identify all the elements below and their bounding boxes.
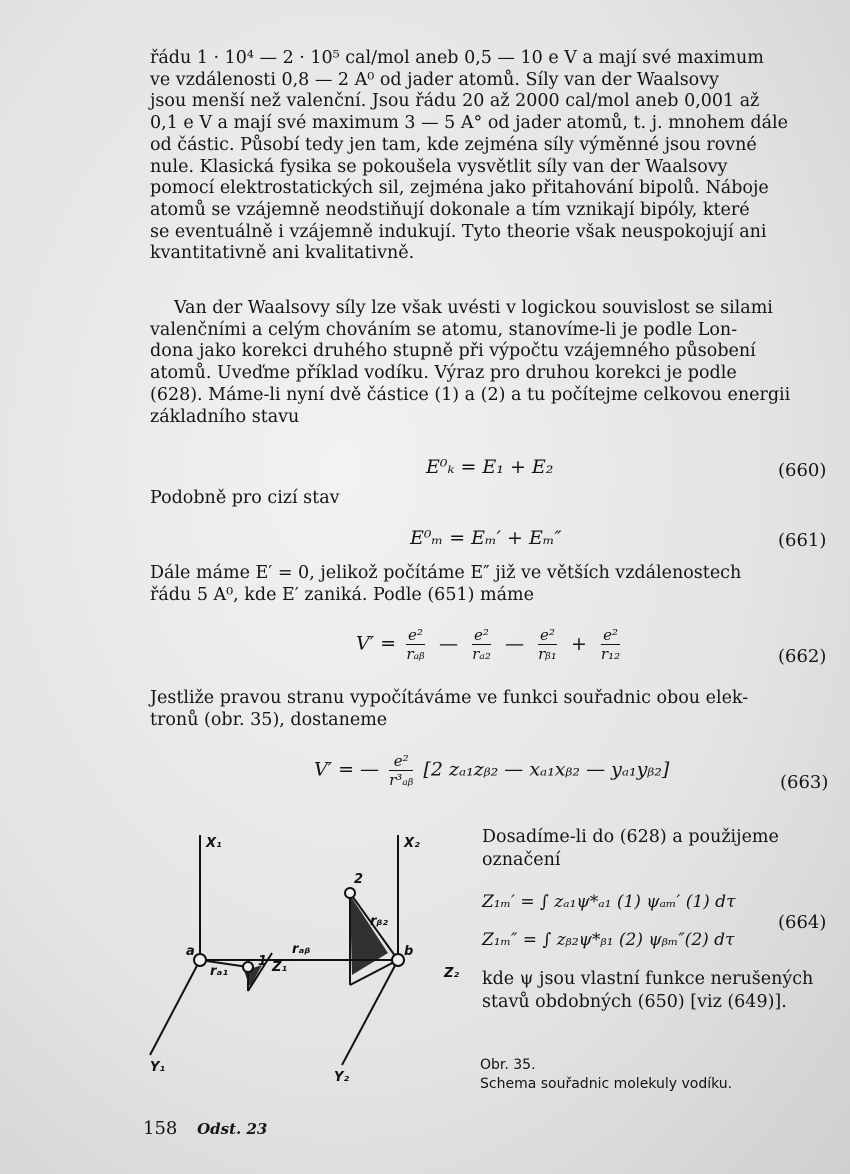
label-rab: rₐᵦ — [292, 942, 311, 957]
text-line: ve vzdálenosti 0,8 — 2 A⁰ od jader atomů. Síly van der Waalsovy — [150, 69, 719, 90]
label-a: a — [186, 944, 195, 959]
equation-663 — [314, 752, 669, 789]
equation-660 — [426, 456, 553, 478]
section-label: Odst. 23 — [197, 1120, 268, 1138]
label-ra1: rₐ₁ — [210, 964, 229, 979]
electron2-triangle — [350, 895, 388, 975]
paragraph-3 — [150, 563, 840, 606]
caption-title: Obr. 35. — [480, 1057, 536, 1073]
text-line: (628). Máme-li nyní dvě částice (1) a (2) a tu počítejme celkovou energii — [150, 384, 791, 405]
fraction: $\frac{\text{e²}}{\text{rₐᵦ}}$ — [406, 626, 425, 663]
fraction: $\frac{\text{e²}}{\text{r₁₂}}$ — [600, 626, 621, 663]
text-line: jsou menší než valenční. Jsou řádu 20 až 2000 cal/mol aneb 0,001 až — [150, 91, 760, 112]
fraction: $\frac{\text{e²}}{\text{r³ₐᵦ}}$ — [389, 752, 414, 789]
nucleus-b — [392, 954, 404, 966]
figure-caption — [480, 1056, 732, 1094]
similar-state-text: Podobně pro cizí stav — [150, 488, 340, 508]
label-electron-2: 2 — [354, 872, 364, 887]
label-x1: X₁ — [206, 836, 222, 851]
label-z1: Z₁ — [272, 960, 288, 975]
equation-lhs: E⁰ₘ — [410, 527, 444, 549]
equation-lhs: V′ = — — [314, 758, 380, 781]
text-line: Dále máme E′ = 0, jelikož počítáme E″ již ve větších vzdálenostech — [150, 563, 742, 583]
label-rb2: rᵦ₂ — [370, 914, 388, 929]
text-line: kde ψ jsou vlastní funkce nerušených — [482, 969, 814, 989]
hydrogen-coordinate-figure — [130, 825, 470, 1095]
equation-number: (661) — [778, 530, 827, 551]
equation-664-line2: Z₁ₘ″ = ∫ zᵦ₂ψ*ᵦ₁ (2) ψᵦₘ″(2) dτ — [482, 930, 735, 950]
equation-bracket: [2 zₐ₁zᵦ₂ — xₐ₁xᵦ₂ — yₐ₁yᵦ₂] — [423, 758, 670, 781]
label-y2: Y₂ — [334, 1070, 350, 1085]
label-electron-1: 1 — [258, 954, 268, 969]
equation-661 — [410, 527, 562, 549]
plus-sign: + — [570, 632, 587, 655]
equation-lhs: V′ = — [356, 632, 396, 655]
fraction: $\frac{\text{e²}}{\text{rᵦ₁}}$ — [538, 626, 557, 663]
label-x2: X₂ — [404, 836, 420, 851]
paragraph-1 — [150, 48, 840, 265]
text-line: nule. Klasická fysika se pokoušela vysvětlit síly van der Waalsovy — [150, 156, 728, 177]
label-y1: Y₁ — [150, 1060, 166, 1075]
text-line: Dosadíme-li do (628) a použijeme — [482, 827, 779, 847]
text-line: atomů se vzájemně neodstiňují dokonale a tím vznikají bipóly, které — [150, 199, 750, 220]
page-footer — [143, 1118, 267, 1139]
paragraph-4 — [150, 688, 840, 731]
text-line: valenčními a celým chováním se atomu, stanovíme-li je podle Lon- — [150, 319, 738, 340]
fraction: $\frac{\text{e²}}{\text{rₐ₂}}$ — [472, 626, 491, 663]
text-line: základního stavu — [150, 406, 300, 427]
right-column-text — [482, 826, 838, 872]
minus-sign: — — [504, 632, 524, 655]
equation-number: (660) — [778, 460, 827, 481]
text-line: Jestliže pravou stranu vypočítáváme ve funkci souřadnic obou elek- — [150, 688, 749, 708]
electron-1 — [243, 962, 253, 972]
equation-rhs: = E₁ + E₂ — [460, 456, 554, 478]
text-line: tronů (obr. 35), dostaneme — [150, 709, 388, 730]
label-b: b — [404, 944, 414, 959]
equation-number: (663) — [780, 772, 829, 793]
right-column-text-2 — [482, 968, 838, 1014]
equation-rhs: = Eₘ′ + Eₘ″ — [449, 527, 562, 549]
text-line: kvantitativně ani kvalitativně. — [150, 243, 415, 264]
equation-664-line1: Z₁ₘ′ = ∫ zₐ₁ψ*ₐ₁ (1) ψₐₘ′ (1) dτ — [482, 892, 736, 912]
text-line: řádu 1 · 10⁴ — 2 · 10⁵ cal/mol aneb 0,5 — 10 e V a mají své maximum — [150, 48, 764, 68]
text-line: 0,1 e V a mají své maximum 3 — 5 A° od jader atomů, t. j. mnohem dále — [150, 113, 788, 134]
electron-2 — [345, 888, 355, 898]
text-line: pomocí elektrostatických sil, zejména jako přitahování bipolů. Náboje — [150, 178, 769, 199]
text-line: se eventuálně i vzájemně indukují. Tyto theorie však neuspokojují ani — [150, 221, 767, 242]
text-line: dona jako korekci druhého stupně při výpočtu vzájemného působení — [150, 341, 756, 362]
equation-number: (664) — [778, 912, 827, 933]
caption-text: Schema souřadnic molekuly vodíku. — [480, 1076, 733, 1092]
text-line: Van der Waalsovy síly lze však uvésti v logickou souvislost se silami — [174, 298, 773, 318]
text-line: řádu 5 A⁰, kde E′ zaniká. Podle (651) máme — [150, 584, 534, 605]
paragraph-2 — [150, 298, 840, 428]
text-line: stavů obdobných (650) [viz (649)]. — [482, 992, 787, 1012]
equation-lhs: E⁰ₖ — [426, 456, 455, 478]
label-z2: Z₂ — [444, 966, 460, 981]
page-number: 158 — [143, 1118, 178, 1139]
text-line: atomů. Uveďme příklad vodíku. Výraz pro druhou korekci je podle — [150, 363, 737, 384]
text-line: od částic. Působí tedy jen tam, kde zejména síly výměnné jsou rovné — [150, 134, 757, 155]
text-line: označení — [482, 850, 561, 870]
equation-662 — [356, 626, 624, 663]
equation-number: (662) — [778, 646, 827, 667]
minus-sign: — — [438, 632, 458, 655]
nucleus-a — [194, 954, 206, 966]
y1-axis-line — [150, 960, 200, 1055]
